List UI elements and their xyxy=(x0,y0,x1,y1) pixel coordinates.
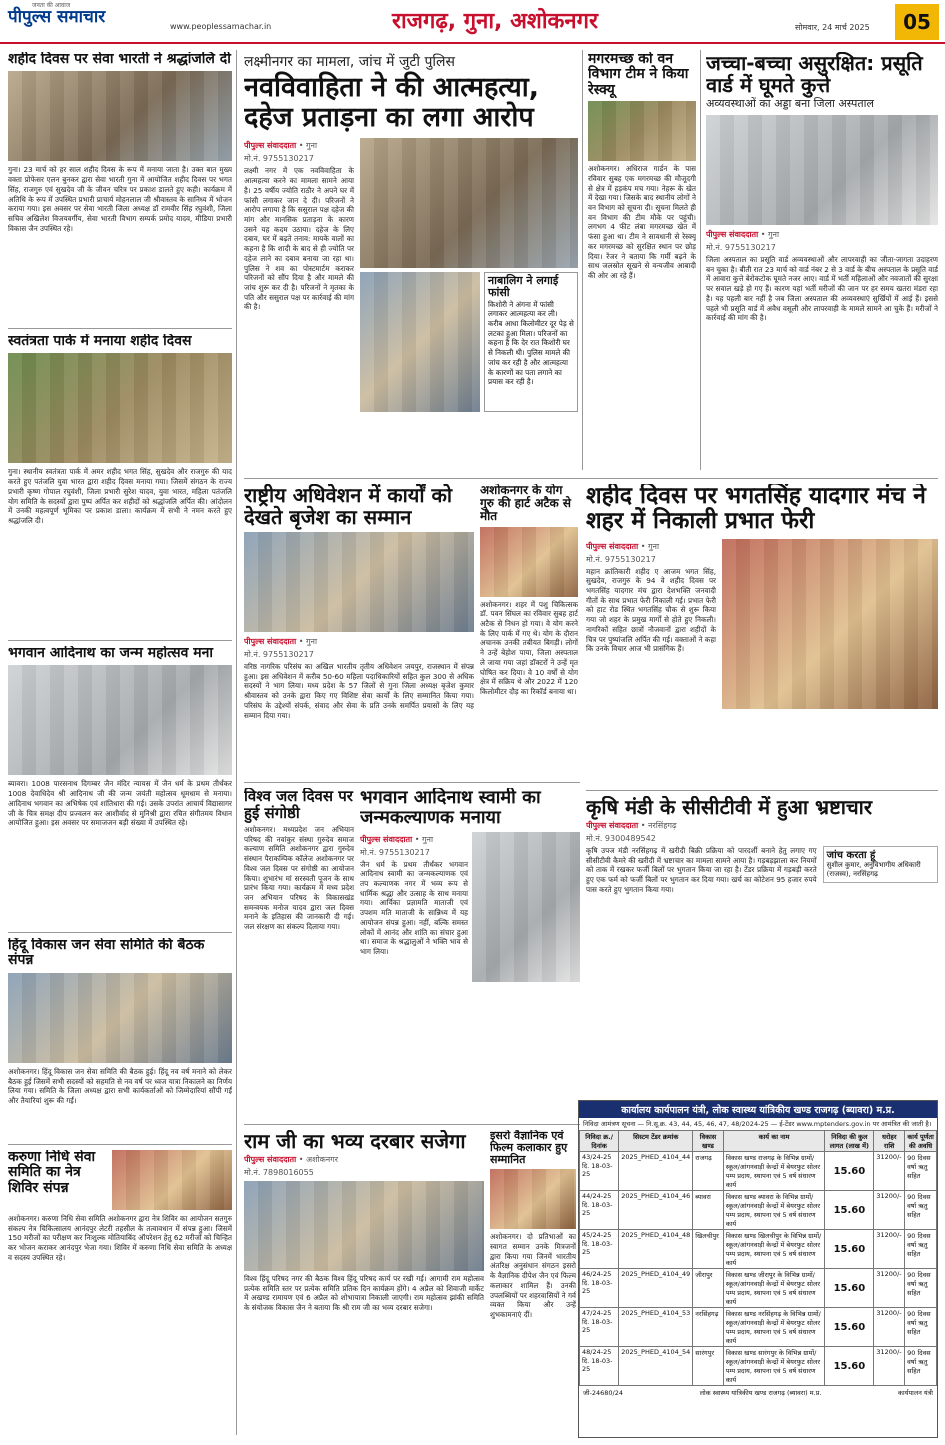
byline-phone: मो.नं. 9755130217 xyxy=(586,554,656,564)
story-body: कृषि उपज मंडी नरसिंहगढ़ में खरीदी बिक्री प्रक्रिया को पारदर्शी बनाने हेतु लगाए गए सीसीटीवी कैमरे की खरीदी में भ्रष्टाचार का मामला सामने आया है। गड़बड़झाला कर नियमों को ताक में रखकर फर्जी बिलों पर भुगतान किया जा रहा है। टेंडर प्रक्रिया में गड़बड़ी करते हुए एक फर्म को फर्जी बिलों पर भुगतान कर दिया गया। खर्च का कोटेशन 95 हजार रुपये पास करते हुए भुगतान किया गया। xyxy=(586,846,817,894)
byline: पीपुल्स संवाददाता • नरसिंहगढ़ xyxy=(586,821,677,830)
story-yog-guru xyxy=(480,484,578,776)
tender-cell-block: राजगढ़ xyxy=(693,1152,723,1191)
tender-cell-period: 90 दिवस वर्षा ऋतु सहित xyxy=(905,1347,937,1386)
story-rashtriya-adhiveshan xyxy=(244,484,474,776)
byline-phone: मो.नं. 9300489542 xyxy=(586,834,656,843)
headline: हिंदू विकास जन सेवा समिति की बैठक संपन्न xyxy=(8,938,205,969)
story-divider xyxy=(8,328,232,329)
story-body: अशोकनगर। मध्यप्रदेश जन अभियान परिषद की नवांकुर संस्था गुरुदेव समाज कल्याण समिति अशोकनगर द्वारा गुरुदेव संस्थान पैराकम्पिक कॉलेज अशोकनगर पर विश्व जल दिवस पर संगोष्ठी का आयोजन किया। शुभारंभ मां सरस्वती पूजन के साथ प्रारंभ किया गया। कार्यक्रम में मध्य प्रदेश जन अभियान परिषद के विकासखंड समन्वयक मनोज यादव द्वारा जल दिवस मनाने के इतिहास की जानकारी दी गई। जल संरक्षण का संकल्प दिलाया गया। xyxy=(244,825,354,932)
story-photo xyxy=(8,353,232,463)
tender-cell-emd: 31200/- xyxy=(874,1347,905,1386)
tender-cell-cost: 15.60 xyxy=(825,1347,874,1386)
story-magarmachh xyxy=(588,52,696,472)
tender-cell-emd: 31200/- xyxy=(874,1191,905,1230)
tender-cell-emd: 31200/- xyxy=(874,1308,905,1347)
headline: विश्व जल दिवस पर हुई संगोष्ठी xyxy=(244,788,353,822)
tender-row xyxy=(580,1269,937,1308)
website-url: www.peoplessamachar.in xyxy=(170,22,272,31)
quote-title: जांच करता हूं xyxy=(826,850,876,861)
tender-row xyxy=(580,1308,937,1347)
tender-cell-work: विकास खण्ड सारंगपुर के विभिन्न ग्रामों/स्कूल/आंगनवाड़ी केन्द्रों में बेयरफुट सोलर पम्प प्रदाय, स्थापना एवं 5 वर्ष संधारण कार्य xyxy=(723,1347,825,1386)
tender-row xyxy=(580,1230,937,1269)
story-navvivahita xyxy=(244,52,578,472)
tender-cell-cost: 15.60 xyxy=(825,1152,874,1191)
column-header: धरोहर राशि xyxy=(874,1131,905,1152)
tender-cell-period: 90 दिवस वर्षा ऋतु सहित xyxy=(905,1230,937,1269)
story-krishi-mandi xyxy=(586,796,938,1094)
byline-phone: मो.नं. 7898016055 xyxy=(244,1168,314,1177)
byline: पीपुल्स संवाददाता • गुना xyxy=(244,141,318,151)
tender-cell-cost: 15.60 xyxy=(825,1191,874,1230)
story-body: ब्यावरा। 1008 पारसनाथ दिगम्बर जैन मंदिर न्यायस में जैन धर्म के प्रथम तीर्थंकर 1008 देवाधिदेव श्री आदिनाथ जी की जन्म जयंती महोत्सव धूमधाम से मनाया। आदिनाथ भगवान का अभिषेक एवं शांतिधारा की गई। उसके उपरांत आचार्य विद्यासागर जी के चित्र समक्ष दीप प्रज्वलन कर आशीर्वाद से मुनिश्री द्वारा रचित संगीतमय विधान आयोजित हुआ। इस अवसर पर समाजजन बड़ी संख्या में उपस्थित रहे। xyxy=(8,779,232,828)
sidebar-body: किशोरी ने अंगना में फांसी लगाकर आत्महत्या कर ली। करीब आधा किलोमीटर दूर पेड़ से लटका हुआ मिला। परिजनों का कहना है कि देर रात किशोरी घर से निकली थी। पुलिस मामले की जांच कर रही है और आत्महत्या के कारणों का पता लगाने का प्रयास कर रही है। xyxy=(488,299,574,387)
story-swatantrata-park xyxy=(8,334,232,634)
sidebar-headline: नाबालिग ने लगाई फांसी xyxy=(488,274,559,300)
story-body: गुना। स्थानीय स्वतंत्रता पार्क में अमर शहीद भगत सिंह, सुखदेव और राजगुरु की याद करते हुए पतंजलि युवा भारत द्वारा शहीद दिवस मनाया गया। जिसमें संगठन के राज्य प्रभारी कृष्ण गोपाल रघुवंशी, जिला प्रभारी सुरेश यादव, युवा भारत, महिला पतंजलि योग समिति के सदस्यों द्वारा पुष्प अर्पित कर शहीदों को श्रद्धांजलि अर्पित की। आंदोलन में उनकी महत्वपूर्ण भूमिका पर प्रकाश डाला। कार्यक्रम में सभी ने नमन करते हुए श्रद्धांजलि दी। xyxy=(8,467,232,525)
story-photo xyxy=(8,665,232,775)
headline: अशोकनगर के योग गुरु की हार्ट अटैक से मौत xyxy=(480,484,572,524)
byline: पीपुल्स संवाददाता • गुना xyxy=(360,834,434,844)
story-body: जिला अस्पताल का प्रसूति वार्ड अव्यवस्थाओं और लापरवाही का जीता-जागता उदाहरण बन चुका है। बीती रात 23 मार्च को वार्ड नंबर 2 से 3 वार्ड के बीच अस्पताल के प्रसूति वार्ड में आवारा कुत्ते बेरोकटोक घूमते नजर आए। वार्ड में भर्ती महिलाओं और नवजातों की सुरक्षा पर सवाल खड़े हो गए हैं। कारण यहां भर्ती मरीजों की जान पर हर समय खतरा मंडरा रहा है। यह पहली बार नहीं है जब जिला अस्पताल की अव्यवस्थाएं सुर्खियों में आई हैं। इससे पहले भी प्रसूति वार्ड में अवैध वसूली और लापरवाही के मामले सामने आ चुके हैं। मरीजों ने कार्रवाई की मांग की है। xyxy=(706,255,938,323)
section-divider xyxy=(244,1124,580,1125)
tender-cell-cost: 15.60 xyxy=(825,1308,874,1347)
headline: नवविवाहिता ने की आत्महत्या, दहेज प्रताड़ना का लगा आरोप xyxy=(244,72,540,133)
story-photo xyxy=(588,101,696,161)
tender-cell-block: नरसिंहगढ़ xyxy=(693,1308,723,1347)
section-divider xyxy=(586,790,938,791)
story-photo xyxy=(112,1150,232,1210)
headline: स्वतंत्रता पार्क में मनाया शहीद दिवस xyxy=(8,334,192,349)
tender-cell-work: विकास खण्ड नरसिंहगढ़ के विभिन्न ग्रामों/स्कूल/आंगनवाड़ी केन्द्रों में बेयरफुट सोलर पम्प प्रदाय, स्थापना एवं 5 वर्ष संधारण कार्य xyxy=(723,1308,825,1347)
byline-phone: मो.नं. 9755130217 xyxy=(360,847,430,857)
headline: इसरो वैज्ञानिक एवं फिल्म कलाकार हुए सम्मानित xyxy=(490,1130,568,1167)
story-vishv-jal xyxy=(244,788,354,1118)
column-header: निविदा की कुल लागत (लाख में) xyxy=(825,1131,874,1152)
column-divider xyxy=(236,50,237,1435)
story-body: अशोकनगर। करुणा निधि सेवा समिति अशोकनगर द्वारा नेत्र शिविर का आयोजन सतगुरु संकल्प नेत्र चिकित्सालय आनंदपुर लेटरी तहसील के तत्वावधान में संपन्न हुआ। जिसमें 150 मरीजों का परीक्षण कर निःशुल्क मोतियाबिंद ऑपरेशन हेतु 62 मरीजों को चिन्हित कर भोजन कराकर आनंदपुर भेजा गया। शिविर में करुणा निधि सेवा समिति के अध्यक्ष व सदस्य उपस्थित रहे। xyxy=(8,1214,232,1262)
tender-row xyxy=(580,1347,937,1386)
story-bhagat-singh-yadgar xyxy=(586,484,938,784)
story-karuna-nidhi xyxy=(8,1150,232,1438)
tender-department: लोक स्वास्थ्य यांत्रिकीय खण्ड राजगढ़ (ब्यावरा) म.प्र. xyxy=(699,1389,822,1398)
kicker: लक्ष्मीनगर का मामला, जांच में जुटी पुलिस xyxy=(244,54,455,70)
story-body: अशोकनगर। हिंदू विकास जन सेवा समिति की बैठक हुई। हिंदू नव वर्ष मनाने को लेकर बैठक हुई जिसमें सभी सदस्यों को सहमति से नव वर्ष पर ध्वज यात्रा निकालने का निर्णय लिया गया। समिति के जिला अध्यक्ष द्वारा सभी कार्यकर्ताओं को जिम्मेदारियां सौंपी गईं और तैयारियां शुरू की गईं। xyxy=(8,1066,232,1105)
newspaper-logo: पीपुल्स समाचार xyxy=(8,7,106,27)
tender-footer xyxy=(579,1386,937,1399)
tender-cell-period: 90 दिवस वर्षा ऋतु सहित xyxy=(905,1308,937,1347)
tender-cell-emd: 31200/- xyxy=(874,1269,905,1308)
story-body: विश्व हिंदू परिषद नगर की बैठक विश्व हिंदू परिषद कार्य पर रखी गई। आगामी राम महोत्सव प्रत्येक समिति स्तर पर प्रत्येक समिति प्रतिक दिन कार्यक्रम होंगे। 4 अप्रैल को शिवाजी मार्केट में अखण्ड रामायण एवं 6 अप्रैल को शोभायात्रा निकाली जाएगी। राम महोत्सव झांकी समिति के संयोजक विकास जैन ने बताया कि श्री राम जी का भव्य दरबार सजेगा। xyxy=(244,1274,484,1313)
tender-row xyxy=(580,1152,937,1191)
story-photo xyxy=(360,272,480,412)
story-body: गुना। 23 मार्च को हर साल शहीद दिवस के रूप में मनाया जाता है। उक्त बात मुख्य वक्ता प्रोफेसर एलन बुनकर द्वारा सेवा भारती गुना में आयोजित शहीद दिवस पर भगत सिंह, राजगुरु एवं सुखदेव जी के जीवन चरित्र पर प्रकाश डालते हुए कही। कार्यक्रम में अतिथि के रूप में उपस्थित प्रभारी प्राचार्य मोहनलाल जी श्रीवास्तव के सानिध्य में भोजन कराया गया। इस अवसर पर सेवा भारती जिला अध्यक्ष डॉ रामवीर सिंह रघुवंशी, जिला सचिव अखिलेश विजयवर्गीय, सेवा भारती विभाग सम्पर्क प्रमोद यादव, मीडिया प्रभारी विकास जैन उपस्थित रहे। xyxy=(8,165,232,233)
tender-cell-emd: 31200/- xyxy=(874,1152,905,1191)
masthead xyxy=(0,0,945,44)
story-body: महान क्रांतिकारी शहीद ए आजम भगत सिंह, सुखदेव, राजगुरु के 94 वे शहीद दिवस पर भगतसिंह यादगार मंच द्वारा देशभक्ति जनवादी गीतों के साथ प्रभात फेरी निकाली गई। प्रभात फेरी को हाट रोड स्थित भगतसिंह चौक से शुरू किया गया जो शहर के प्रमुख मार्गों से होते हुए निकली। नागरिकों सहित छात्रों नौजवानों द्वारा शहीदों के चित्र पर पुष्पांजलि अर्पित की गई। वक्ताओं ने कहा कि उनके विचार आज भी प्रासंगिक हैं। xyxy=(586,566,716,654)
column-divider xyxy=(700,50,701,470)
tender-notice xyxy=(578,1100,938,1438)
headline: मगरमच्छ को वन विभाग टीम ने किया रेस्क्यू xyxy=(588,52,689,98)
story-adinath-kalyanak xyxy=(360,788,580,1118)
tender-cell-cost: 15.60 xyxy=(825,1269,874,1308)
tender-header-row xyxy=(580,1131,937,1152)
tender-signatory: कार्यपालन यंत्री xyxy=(898,1389,933,1398)
section-divider xyxy=(244,478,938,479)
headline: भगवान आदिनाथ का जन्म महोत्सव मना xyxy=(8,646,214,661)
story-photo xyxy=(8,973,232,1063)
tender-cell-emd: 31200/- xyxy=(874,1230,905,1269)
tender-cell-period: 90 दिवस वर्षा ऋतु सहित xyxy=(905,1269,937,1308)
tender-cell-work: विकास खण्ड खिलचीपुर के विभिन्न ग्रामों/स्कूल/आंगनवाड़ी केन्द्रों में बेयरफुट सोलर पम्प प्रदाय, स्थापना एवं 5 वर्ष संधारण कार्य xyxy=(723,1230,825,1269)
byline-phone: मो.नं. 9755130217 xyxy=(706,243,776,252)
quote-box xyxy=(823,846,938,883)
story-body: अशोकनगर। अधिराज गार्डन के पास रविवार सुबह एक मगरमच्छ की मौजूदगी से क्षेत्र में हड़कंप मच गया। नेहरू के खेत में देखा गया। जिसके बाद स्थानीय लोगों ने वन विभाग को सूचना दी। सूचना मिलते ही वन विभाग की टीम मौके पर पहुंची। लगभग 4 फीट लंबा मगरमच्छ खेत में फंसा हुआ था। टीम ने सावधानी से रेस्क्यू कर मगरमच्छ को सुरक्षित स्थान पर छोड़ दिया। रेंजर ने बताया कि गर्मी बढ़ने के साथ जलस्रोत सूखने से वन्यजीव आबादी की ओर आ रहे हैं। xyxy=(588,164,696,281)
tender-cell-period: 90 दिवस वर्षा ऋतु सहित xyxy=(905,1191,937,1230)
tender-cell-no: 45/24-25 दि. 18-03-25 xyxy=(580,1230,619,1269)
byline: पीपुल्स संवाददाता • गुना xyxy=(586,541,660,551)
logo-tagline: जनता की आवाज xyxy=(32,2,71,9)
tender-cell-no: 48/24-25 दि. 18-03-25 xyxy=(580,1347,619,1386)
byline: पीपुल्स संवाददाता • गुना xyxy=(244,637,318,646)
story-ram-darbar xyxy=(244,1130,484,1438)
tender-cell-work: विकास खण्ड राजगढ़ के विभिन्न ग्रामों/स्कूल/आंगनवाड़ी केन्द्रों में बेयरफुट सोलर पम्प प्रदाय, स्थापना एवं 5 वर्ष संधारण कार्य xyxy=(723,1152,825,1191)
tender-ref: जी-24680/24 xyxy=(583,1389,623,1398)
column-header: कार्य पूर्णता की अवधि xyxy=(905,1131,937,1152)
headline: राष्ट्रीय अधिवेशन में कार्यों को देखते बृजेश का सम्मान xyxy=(244,484,453,529)
headline: राम जी का भव्य दरबार सजेगा xyxy=(244,1130,466,1153)
tender-cell-work: विकास खण्ड ब्यावरा के विभिन्न ग्रामों/स्कूल/आंगनवाड़ी केन्द्रों में बेयरफुट सोलर पम्प प्रदाय, स्थापना एवं 5 वर्ष संधारण कार्य xyxy=(723,1191,825,1230)
story-body: लक्ष्मी नगर में एक नवविवाहिता के आत्महत्या करने का मामला सामने आया है। 25 वर्षीय ज्योति राठौर ने अपने घर में फांसी लगाकर जान दे दी। परिजनों ने आरोप लगाया है कि ससुराल पक्ष दहेज की मांग और मानसिक प्रताड़ना के कारण उसने यह कदम उठाया। दहेज के लिए दबाव, घर में बढ़ते तनाव: मायके वालों का कहना है कि शादी के बाद से ही ज्योति पर दहेज लाने का दबाव बनाया जा रहा था। पुलिस ने शव का पोस्टमार्टम कराकर परिजनों को सौंप दिया है और मामले की जांच शुरू कर दी है। परिजनों ने मृतका के पति और ससुराल पक्ष पर कार्रवाई की मांग की है। xyxy=(244,166,354,312)
column-header: निविदा क्र./दिनांक xyxy=(580,1131,619,1152)
column-header: विकास खण्ड xyxy=(693,1131,723,1152)
region-title: राजगढ़, गुना, अशोकनगर xyxy=(391,9,599,34)
headline: शहीद दिवस पर भगतसिंह यादगार मंच ने शहर में निकाली प्रभात फेरी xyxy=(586,484,926,535)
tender-cell-block: सारंगपुर xyxy=(693,1347,723,1386)
story-photo xyxy=(722,539,938,709)
byline-phone: मो.नं. 9755130217 xyxy=(244,650,314,659)
story-photo xyxy=(472,832,580,982)
tender-cell-sys: 2025_PHED_4104_49 xyxy=(619,1269,693,1308)
story-body: वरिष्ठ नागरिक परिसंघ का अखिल भारतीय तृतीय अधिवेशन जयपुर, राजस्थान में संपन्न हुआ। इस अधिवेशन में करीब 50-60 महिला पदाधिकारियों सहित कुल 300 से अधिक सदस्यों ने भाग लिया। मध्य प्रदेश के 57 जिलों से गुना जिला अध्यक्ष बृजेश कुमार श्रीवास्तव को उनके द्वारा किए गए विशिष्ट सेवा कार्यों के लिए सम्मानित किया गया। परिसंघ के उद्देश्यों संपर्क, संवाद और सेवा के प्रति उनके समर्पित प्रयासों के लिए यह सम्मान दिया गया। xyxy=(244,662,474,720)
tender-cell-period: 90 दिवस वर्षा ऋतु सहित xyxy=(905,1152,937,1191)
headline: शहीद दिवस पर सेवा भारती ने श्रद्धांजलि दी xyxy=(8,52,231,67)
tender-cell-block: खिलचीपुर xyxy=(693,1230,723,1269)
story-divider xyxy=(8,932,232,933)
tender-cell-sys: 2025_PHED_4104_48 xyxy=(619,1230,693,1269)
headline: जच्चा-बच्चा असुरक्षित: प्रसूति वार्ड में घूमते कुत्ते xyxy=(706,52,923,97)
column-divider xyxy=(582,50,583,470)
tender-cell-cost: 15.60 xyxy=(825,1230,874,1269)
column-header: कार्य का नाम xyxy=(723,1131,825,1152)
tender-cell-sys: 2025_PHED_4104_44 xyxy=(619,1152,693,1191)
headline: करुणा निधि सेवा समिति का नेत्र शिविर संपन्न xyxy=(8,1150,96,1196)
story-divider xyxy=(8,1144,232,1145)
story-body: अशोकनगर। दो प्रतिभाओं का स्वागत सम्मान उनके मित्रजनों द्वारा किया गया जिनमें भारतीय अंतरिक्ष अनुसंधान संगठन इसरो के वैज्ञानिक दीपेश जैन एवं फिल्म कलाकार शामिल हैं। उनकी उपलब्धियों पर शहरवासियों ने गर्व व्यक्त किया और उन्हें शुभकामनाएं दीं। xyxy=(490,1232,576,1320)
story-photo xyxy=(706,115,938,225)
story-body: जैन धर्म के प्रथम तीर्थंकर भगवान आदिनाथ स्वामी का जन्मकल्याणक एवं तप कल्याणक नगर में भव्य रूप से धार्मिक श्रद्धा और उत्साह के साथ मनाया गया। आर्यिका प्रज्ञामति माताजी एवं उपशम मति माताजी के सान्निध्य में यह आयोजन संपन्न हुआ। नहीं, बल्कि समस्त लोकों में आनंद और शांति का संचार हुआ था। समाज के श्रद्धालुओं ने भक्ति भाव से भाग लिया। xyxy=(360,859,468,957)
headline: भगवान आदिनाथ स्वामी का जन्मकल्याणक मनाया xyxy=(360,788,541,828)
story-photo xyxy=(244,1181,484,1271)
byline-phone: मो.नं. 9755130217 xyxy=(244,154,314,164)
story-photo xyxy=(360,138,578,268)
story-photo xyxy=(480,527,578,597)
story-adinath-janm xyxy=(8,646,232,926)
tender-cell-no: 43/24-25 दि. 18-03-25 xyxy=(580,1152,619,1191)
tender-cell-no: 46/24-25 दि. 18-03-25 xyxy=(580,1269,619,1308)
tender-cell-block: जीरापुर xyxy=(693,1269,723,1308)
page-number: 05 xyxy=(895,4,939,40)
byline: पीपुल्स संवाददाता • अशोकनगर xyxy=(244,1155,338,1164)
story-body: अशोकनगर। शहर में पशु चिकित्सक डॉ. पवन सिंघल का रविवार सुबह हार्ट अटैक से निधन हो गया। वे योग करने के लिए पार्क में गए थे। योग के दौरान अचानक उनकी तबीयत बिगड़ी। लोगों ने उन्हें बेहोश पाया, जिला अस्पताल ले जाया गया जहां डॉक्टरों ने उन्हें मृत घोषित कर दिया। वे 10 वर्षों से योग क्षेत्र में सक्रिय थे और 2022 में 120 किलोमीटर दौड़ का रिकॉर्ड बनाया था। xyxy=(480,599,578,697)
story-shaheed-bharti xyxy=(8,52,232,322)
column-header: सिस्टम टेंडर क्रमांक xyxy=(619,1131,693,1152)
tender-notice-text: निविदा आमंत्रण सूचना — नि.सू.क्र. 43, 44, 45, 46, 47, 48/2024-25 — ई-टेंडर www.mptenders.gov.in पर आमंत्रित की जाती है। xyxy=(583,1120,932,1128)
tender-title: कार्यालय कार्यपालन यंत्री, लोक स्वास्थ्य यांत्रिकीय खण्ड राजगढ़ (ब्यावरा) म.प्र. xyxy=(579,1101,937,1118)
story-photo xyxy=(244,532,474,632)
tender-cell-sys: 2025_PHED_4104_54 xyxy=(619,1347,693,1386)
tender-cell-no: 44/24-25 दि. 18-03-25 xyxy=(580,1191,619,1230)
story-jachcha-bachcha xyxy=(706,52,938,472)
section-divider xyxy=(244,782,580,783)
tender-cell-block: ब्यावरा xyxy=(693,1191,723,1230)
sidebar-nabalig xyxy=(484,272,578,412)
tender-cell-work: विकास खण्ड जीरापुर के विभिन्न ग्रामों/स्कूल/आंगनवाड़ी केन्द्रों में बेयरफुट सोलर पम्प प्रदाय, स्थापना एवं 5 वर्ष संधारण कार्य xyxy=(723,1269,825,1308)
dateline: सोमवार, 24 मार्च 2025 xyxy=(795,23,870,32)
story-hindu-vikas xyxy=(8,938,232,1138)
tender-cell-sys: 2025_PHED_4104_53 xyxy=(619,1308,693,1347)
tender-row xyxy=(580,1191,937,1230)
subheadline: अव्यवस्थाओं का अड्डा बना जिला अस्पताल xyxy=(706,97,874,110)
tender-table xyxy=(579,1130,937,1386)
story-photo xyxy=(8,71,232,161)
quote-body: सुशील कुमार, अनुविभागीय अधिकारी (राजस्व), नरसिंहगढ़ xyxy=(826,861,921,878)
story-photo xyxy=(490,1169,576,1229)
story-isro xyxy=(490,1130,576,1438)
headline: कृषि मंडी के सीसीटीवी में हुआ भ्रष्टाचार xyxy=(586,796,873,819)
tender-cell-no: 47/24-25 दि. 18-03-25 xyxy=(580,1308,619,1347)
story-divider xyxy=(8,640,232,641)
byline: पीपुल्स संवाददाता • गुना xyxy=(706,230,780,239)
tender-cell-sys: 2025_PHED_4104_46 xyxy=(619,1191,693,1230)
